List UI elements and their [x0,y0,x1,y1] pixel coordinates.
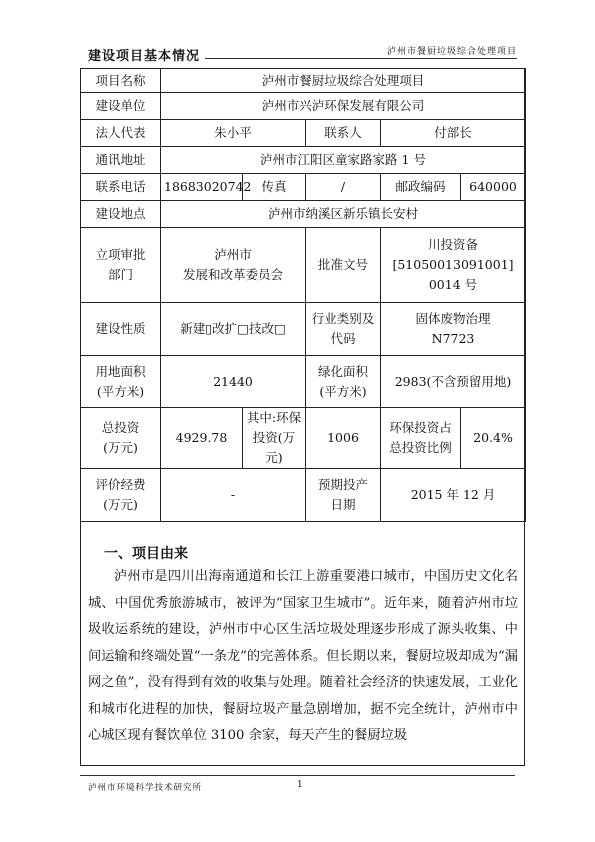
value-line: 0014 号 [428,277,478,292]
label-green-area [306,356,381,408]
label-evaluation-fee [81,469,161,522]
value-postcode: 640000 [461,174,526,201]
value-env-ratio: 20.4% [461,408,526,469]
label-legal-rep: 法人代表 [81,120,161,147]
value-env-investment: 1006 [306,408,381,469]
value-line: N7723 [431,331,475,346]
label-land-area [81,356,161,408]
value-builder: 泸州市兴泸环保发展有限公司 [161,93,526,120]
label-line: 用地面积 [95,363,146,379]
table-row [81,174,526,201]
value-phone: 18683020742 [161,174,243,201]
value-project-name: 泸州市餐厨垃圾综合处理项目 [161,69,526,93]
label-line: 日期 [330,497,356,512]
value-industry [381,303,526,356]
value-green-area: 2983(不含预留用地) [381,356,526,408]
label-line: 总投资 [101,420,140,435]
table-row [81,469,526,522]
label-site: 建设地点 [81,201,161,228]
value-address: 泸州市江阳区童家路家路 1 号 [161,147,526,174]
label-line: 总投资比例 [389,440,452,455]
header-rule [205,58,517,59]
table-row [81,408,526,469]
value-line: 川投资备 [428,237,479,252]
value-line: 发展和改革委员会 [182,267,283,282]
label-postcode: 邮政编码 [381,174,461,201]
label-line: 行业类别及 [311,311,375,326]
label-line: 预期投产 [317,477,368,492]
label-line: 其中:环保 [246,410,302,425]
value-approval-dept [161,228,306,303]
label-line: 部门 [107,267,133,282]
section-heading: 建设项目基本情况 [88,49,201,64]
value-contact: 付部长 [381,120,526,147]
value-line: 固体废物治理 [415,311,491,326]
label-fax: 传真 [243,174,306,201]
value-total-investment: 4929.78 [161,408,243,469]
label-line: 立项审批 [95,247,146,262]
label-line: 环保投资占 [389,420,452,435]
label-line: (万元) [103,497,138,512]
label-env-ratio [381,408,461,469]
table-row [81,201,526,228]
value-fax: / [306,174,381,201]
label-line: (平方米) [319,383,367,399]
label-total-investment [81,408,161,469]
label-line: 代码 [330,331,356,346]
value-legal-rep: 朱小平 [161,120,306,147]
table-row [81,120,526,147]
label-env-investment [243,408,306,469]
section-title: 一、项目由来 [104,546,188,562]
value-approval-doc [381,228,526,303]
value-evaluation-fee: - [161,469,306,522]
label-address: 通讯地址 [81,147,161,174]
label-industry [306,303,381,356]
label-phone: 联系电话 [81,174,161,201]
label-line: 绿化面积 [317,363,368,379]
running-header-title: 泸州市餐厨垃圾综合处理项目 [386,47,517,57]
table-row [81,356,526,408]
body-paragraph: 泸州市是四川出海南通道和长江上游重要港口城市，中国历史文化名城、中国优秀旅游城市，被评为“国家卫生城市”。近年来，随着泸州市垃圾收运系统的建设，泸州市中心区生活垃圾处理逐步形成了源头收集、中间运输和终端处置“一条龙”的完善体系。但长期以来，餐厨垃圾却成为“漏网之鱼”，没有得到有效的收集与处理。随着社会经济的快速发展，工业化和城市化进程的加快，餐厨垃圾产量急剧增加，据不完全统计，泸州市中心城区现有餐饮单位 3100 余家，每天产生的餐厨垃圾 [88,569,518,743]
table-row [81,228,526,303]
page-number: 1 [297,780,303,790]
table-row [81,69,526,93]
value-line: 泸州市 [214,247,252,262]
label-line: (万元) [103,440,138,455]
table-row [81,147,526,174]
project-info-table [80,68,526,522]
value-production-date: 2015 年 12 月 [381,469,526,522]
label-contact: 联系人 [306,120,381,147]
label-approval-doc: 批准文号 [306,228,381,303]
label-line: 投资(万元) [252,430,296,465]
value-land-area: 21440 [161,356,306,408]
label-approval-dept [81,228,161,303]
footer-rule [80,775,515,776]
value-site: 泸州市纳溪区新乐镇长安村 [161,201,526,228]
label-line: (平方米) [96,383,145,399]
value-nature: 新建▯改扩□技改□ [161,303,306,356]
table-row [81,93,526,120]
label-line: 评价经费 [95,477,146,492]
label-nature: 建设性质 [81,303,161,356]
label-production-date [306,469,381,522]
table-row [81,303,526,356]
label-project-name: 项目名称 [81,69,161,93]
footer-organization: 泸州市环境科学技术研究所 [88,783,203,793]
label-builder: 建设单位 [81,93,161,120]
value-line: [51050013091001] [392,257,514,272]
